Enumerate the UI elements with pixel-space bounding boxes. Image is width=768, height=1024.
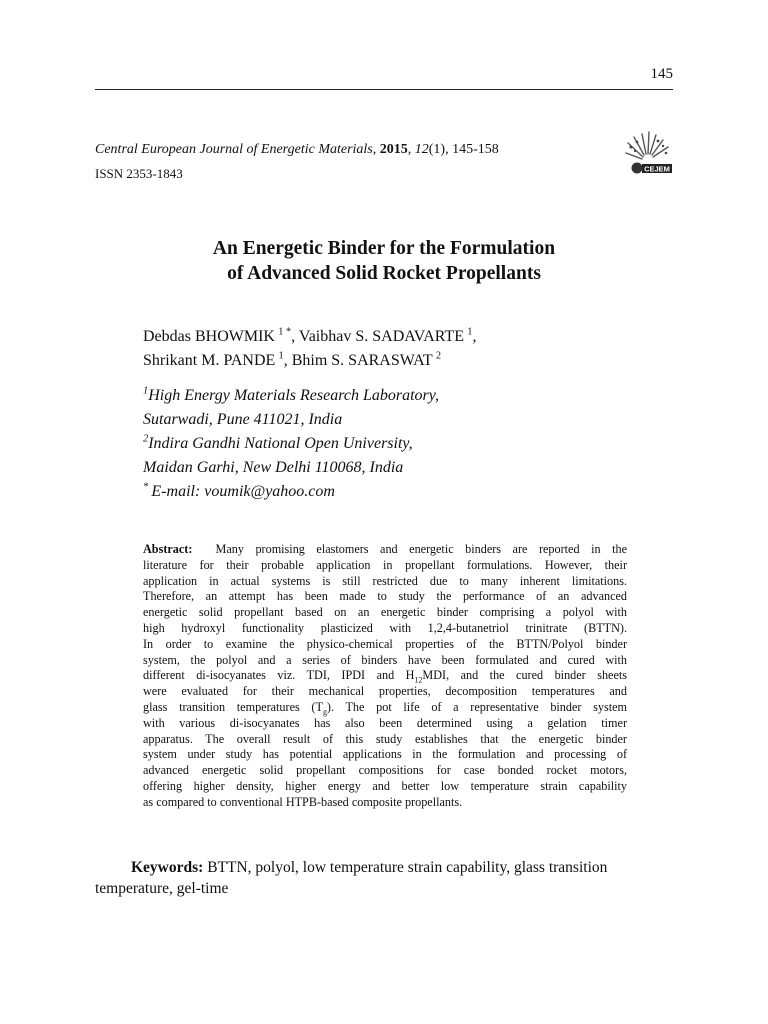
abstract-label: Abstract: xyxy=(143,542,193,556)
abstract-line: apparatus. The overall result of this study establishes that the energetic binder xyxy=(143,731,627,746)
abstract-line xyxy=(143,542,627,558)
journal-pages: 145-158 xyxy=(452,142,499,157)
abstract-text: Many promising elastomers and energetic binders are reported in the xyxy=(215,542,627,556)
affiliation-mark: 1 xyxy=(143,385,149,397)
abstract-line: system under study has potential applications in the formulation and processing of xyxy=(143,747,627,762)
affiliation-line xyxy=(143,384,439,408)
title-line: of Advanced Solid Rocket Propellants xyxy=(227,263,541,284)
affiliations xyxy=(143,384,439,504)
author-name: Debdas BHOWMIK xyxy=(143,328,275,345)
journal-issue: (1) xyxy=(428,142,446,157)
author-name: Vaibhav S. SADAVARTE xyxy=(298,328,465,345)
affiliation-line xyxy=(143,432,439,456)
page-number: 145 xyxy=(650,66,673,82)
abstract-line: with various di-isocyanates has also been determined using a gelation timer xyxy=(143,715,627,730)
issn: ISSN 2353-1843 xyxy=(95,166,183,181)
abstract-line: as compared to conventional HTPB-based composite propellants. xyxy=(143,794,463,809)
paper-title xyxy=(95,236,673,286)
abstract-line xyxy=(143,668,627,684)
affiliation-mark: 2 xyxy=(143,433,149,445)
email-line xyxy=(143,480,439,504)
author-line: Shrikant M. PANDE $^1$, Bhim S. SARASWAT $^2$ xyxy=(143,350,442,369)
abstract-line: In order to examine the physico-chemical properties of the BTTN/Polyol binder xyxy=(143,636,627,651)
journal-citation: Central European Journal of Energetic Materials, 2015, 12(1), 145-158 xyxy=(95,142,499,157)
abstract-line: high hydroxyl functionality plasticized with 1,2,4-butanetriol trinitrate (BTTN). xyxy=(143,620,627,635)
abstract-line xyxy=(143,700,627,716)
abstract-line: system, the polyol and a series of binders have been formulated and cured with xyxy=(143,652,627,667)
title-line: An Energetic Binder for the Formulation xyxy=(212,238,556,259)
author-email: E-mail: voumik@yahoo.com xyxy=(151,483,335,500)
keywords-text: BTTN, polyol, low temperature strain capability, glass transition temperature, gel-time xyxy=(95,859,608,897)
abstract-text: ). The pot life of a representative binder system xyxy=(326,699,627,714)
abstract-subscript: g xyxy=(322,707,327,717)
abstract-text: MDI, and the cured binder sheets xyxy=(422,668,627,683)
author-affiliation-mark: 2 xyxy=(435,350,442,362)
author-affiliation-mark: 1 xyxy=(467,326,473,338)
abstract-line: Therefore, an attempt has been made to study the performance of an advanced xyxy=(143,589,627,604)
abstract-text: different di-isocyanates viz. TDI, IPDI and H xyxy=(143,668,415,683)
journal-volume: 12 xyxy=(414,142,429,157)
abstract-subscript: 12 xyxy=(414,675,423,685)
author-affiliation-mark: 1 xyxy=(278,350,284,362)
cejem-logo xyxy=(622,131,678,177)
author-name: Shrikant M. PANDE xyxy=(143,352,276,369)
abstract-text: glass transition temperatures (T xyxy=(143,699,323,714)
affiliation-line: Sutarwadi, Pune 411021, India xyxy=(143,411,343,428)
author-affiliation-mark: 1 * xyxy=(278,326,292,338)
abstract-line: application in actual systems is still restricted due to many inherent limitations. xyxy=(143,573,627,588)
abstract-line: were evaluated for their mechanical properties, decomposition temperatures and xyxy=(143,684,627,699)
cejem-logo-icon xyxy=(622,131,678,177)
journal-name: Central European Journal of Energetic Materials xyxy=(95,142,373,157)
abstract-line: literature for their probable application in propellant formulations. However, their xyxy=(143,557,627,572)
abstract-line: offering higher density, higher energy and better low temperature strain capability xyxy=(143,778,627,793)
abstract xyxy=(143,542,627,811)
author-list xyxy=(143,325,476,373)
abstract-line: advanced energetic solid propellant compositions for case bonded rocket motors, xyxy=(143,763,627,778)
affiliation-text: High Energy Materials Research Laboratory, xyxy=(148,387,439,404)
header-rule xyxy=(95,89,673,90)
abstract-line: energetic solid propellant based on an energetic binder comprising a polyol with xyxy=(143,605,627,620)
affiliation-line: Maidan Garhi, New Delhi 110068, India xyxy=(143,459,404,476)
keywords xyxy=(95,857,675,899)
keywords-label: Keywords: xyxy=(131,859,204,876)
author-name: Bhim S. SARASWAT xyxy=(291,352,433,369)
affiliation-text: Indira Gandhi National Open University, xyxy=(148,435,413,452)
journal-year: 2015 xyxy=(379,142,408,157)
author-line: Debdas BHOWMIK $^{1 *}$, Vaibhav S. SADAVARTE $^1$, xyxy=(143,326,477,345)
email-mark: * xyxy=(143,481,149,493)
logo-text: CEJEM xyxy=(644,164,670,174)
